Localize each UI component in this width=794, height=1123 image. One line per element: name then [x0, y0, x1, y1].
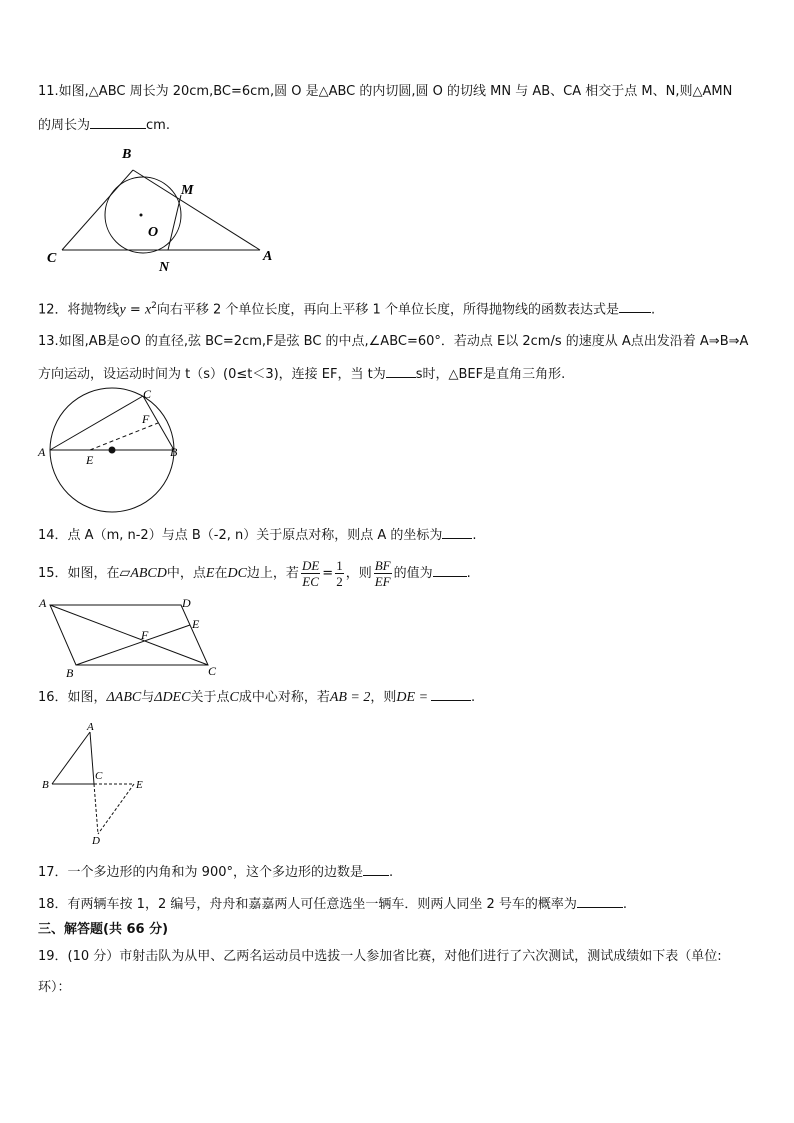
q17-pre: 17．一个多边形的内角和为 900°，这个多边形的边数是: [38, 865, 363, 880]
q11-label-b: B: [122, 147, 132, 162]
q16-triangle-dec: ΔDEC: [154, 690, 191, 705]
q16-ask: DE =: [396, 690, 429, 705]
q11-label-n: N: [159, 260, 170, 275]
q17-end: .: [389, 865, 394, 880]
q15-label-f: F: [141, 628, 149, 642]
q13-line2: [38, 364, 565, 384]
q15-f2-num: 1: [336, 558, 343, 573]
q15-parallelogram: ▱ABCD: [119, 566, 167, 581]
q12-expr-eq: =: [125, 302, 145, 318]
q11-tangent-mn: [168, 195, 181, 250]
q16-side-ac: [90, 732, 94, 784]
q11-center-dot: [140, 214, 143, 217]
q13-label-c: C: [143, 387, 152, 401]
q15-parallelogram-figure: [36, 595, 226, 680]
q12-post: 向右平移 2 个单位长度，再向上平移 1 个单位长度，所得抛物线的函数表达式是: [156, 302, 619, 318]
q13-chord-ac: [50, 396, 143, 450]
q18-answer-blank[interactable]: [577, 894, 623, 908]
q16-label-d: D: [92, 835, 100, 847]
q16-mid2: 关于点: [190, 690, 230, 705]
q15-side-dc: DC: [227, 566, 247, 581]
q13-line2-post: s时，△BEF是直角三角形.: [415, 367, 566, 382]
q15-line: [38, 556, 471, 592]
q16-pre: 16．如图，: [38, 690, 107, 705]
q12-pre: 12．将抛物线: [38, 302, 120, 318]
q15-f3-num: BF: [374, 558, 391, 573]
q16-triangle-abc: ΔABC: [106, 690, 142, 705]
q12-answer-blank[interactable]: [619, 299, 651, 313]
q16-label-c: C: [95, 770, 103, 782]
q13-circle-figure: [36, 386, 186, 511]
q11-answer-blank[interactable]: [90, 115, 146, 129]
q16-label-a: A: [87, 721, 94, 733]
q15-point-e: E: [205, 566, 215, 581]
q16-line: [38, 687, 475, 707]
q16-side-cd: [94, 784, 98, 834]
q15-segment-be: [76, 625, 190, 665]
q11-label-a: A: [263, 249, 273, 264]
q19-line2: 环）：: [38, 980, 71, 995]
q13-line1: 13.如图,AB是⊙O 的直径,弦 BC=2cm,F是弦 BC 的中点,∠ABC=60°．若动点 E以 2cm/s 的速度从 A点出发沿着 A⇒B⇒A: [38, 334, 749, 349]
q15-answer-blank[interactable]: [433, 563, 467, 577]
q11-line1: 11.如图,△ABC 周长为 20cm,BC=6cm,圆 O 是△ABC 的内切圆,圆 O 的切线 MN 与 AB、CA 相交于点 M、N,则△AMN: [38, 84, 733, 99]
q15-f1-den: EC: [302, 574, 319, 589]
q18-pre: 18．有两辆车按 1，2 编号，舟舟和嘉嘉两人可任意选坐一辆车．则两人同坐 2 号车的概率为: [38, 897, 577, 912]
q15-fraction-bf-ef: [374, 558, 392, 589]
q15-label-b: B: [66, 666, 74, 680]
q15-label-d: D: [182, 596, 191, 610]
q15-post: 的值为: [393, 566, 433, 581]
q13-center-dot: [109, 447, 116, 454]
q19-line1: 19．(10 分）市射击队为从甲、乙两名运动员中选拔一人参加省比赛，对他们进行了六次测试，测试成绩如下表（单位:: [38, 949, 722, 964]
q15-mid2: 边上，若: [246, 566, 299, 581]
q12-expr-x: x: [144, 302, 152, 318]
q15-pre1: 15．如图，在: [38, 566, 120, 581]
q15-f3-den: EF: [374, 574, 391, 589]
q11-line2-post: cm.: [146, 118, 170, 133]
q16-label-b: B: [42, 779, 49, 791]
q17-answer-blank[interactable]: [363, 862, 389, 876]
q14-line: [38, 525, 477, 545]
q16-point-c: C: [229, 690, 239, 705]
q16-side-ab: [52, 732, 90, 784]
q11-label-c: C: [47, 251, 57, 266]
q13-line2-pre: 方向运动，设运动时间为 t（s）(0≤t＜3)，连接 EF，当 t为: [38, 367, 386, 382]
q15-label-e: E: [192, 617, 200, 631]
q17-line: [38, 862, 393, 882]
q15-f1-num: DE: [301, 558, 320, 573]
q12-expr-y: y: [119, 302, 126, 318]
q13-label-e: E: [86, 453, 94, 467]
q15-label-a: A: [39, 596, 47, 610]
q16-mid4: ，则: [370, 690, 397, 705]
section-title: 三、解答题(共 66 分): [38, 922, 169, 937]
q15-pre2: 中，点: [166, 566, 206, 581]
q18-line: [38, 894, 627, 914]
q11-label-o: O: [148, 225, 159, 240]
q13-label-b: B: [170, 445, 178, 459]
q15-diagonal-ac: [50, 605, 208, 665]
q16-condition: AB = 2: [329, 690, 371, 705]
q13-label-a: A: [38, 445, 46, 459]
q15-label-c: C: [208, 664, 217, 678]
q15-fraction-de-ec: [301, 558, 320, 589]
q16-end: .: [471, 690, 476, 705]
q12-end: .: [650, 302, 656, 318]
q11-label-m: M: [181, 183, 194, 198]
q14-end: .: [472, 528, 477, 543]
q13-label-f: F: [142, 412, 150, 426]
q13-segment-ef: [90, 423, 158, 450]
q16-label-e: E: [136, 779, 143, 791]
q15-f2-den: 2: [336, 574, 343, 589]
q15-end: .: [466, 566, 471, 581]
q14-answer-blank[interactable]: [442, 525, 472, 539]
q12-line: [38, 297, 655, 319]
q15-mid1: 在: [214, 566, 228, 581]
q16-mid3: 成中心对称，若: [238, 690, 330, 705]
q15-eq: =: [322, 566, 334, 581]
q12-expr-exp: 2: [151, 301, 157, 311]
q18-end: .: [622, 897, 628, 912]
q11-side-cb: [62, 170, 133, 250]
q15-mid3: ，则: [345, 566, 372, 581]
q16-side-de: [98, 784, 134, 834]
q11-line2-pre: 的周长为: [38, 118, 91, 133]
q15-fraction-half: [335, 558, 344, 589]
q11-triangle-figure: [40, 140, 290, 275]
q13-answer-blank[interactable]: [386, 364, 416, 378]
q11-line2: [38, 115, 170, 135]
q14-pre: 14．点 A（m, n-2）与点 B（-2, n）关于原点对称，则点 A 的坐标为: [38, 528, 443, 543]
q16-symmetry-figure: [38, 718, 158, 848]
q16-answer-blank[interactable]: [431, 687, 471, 701]
q16-mid1: 与: [141, 690, 155, 705]
